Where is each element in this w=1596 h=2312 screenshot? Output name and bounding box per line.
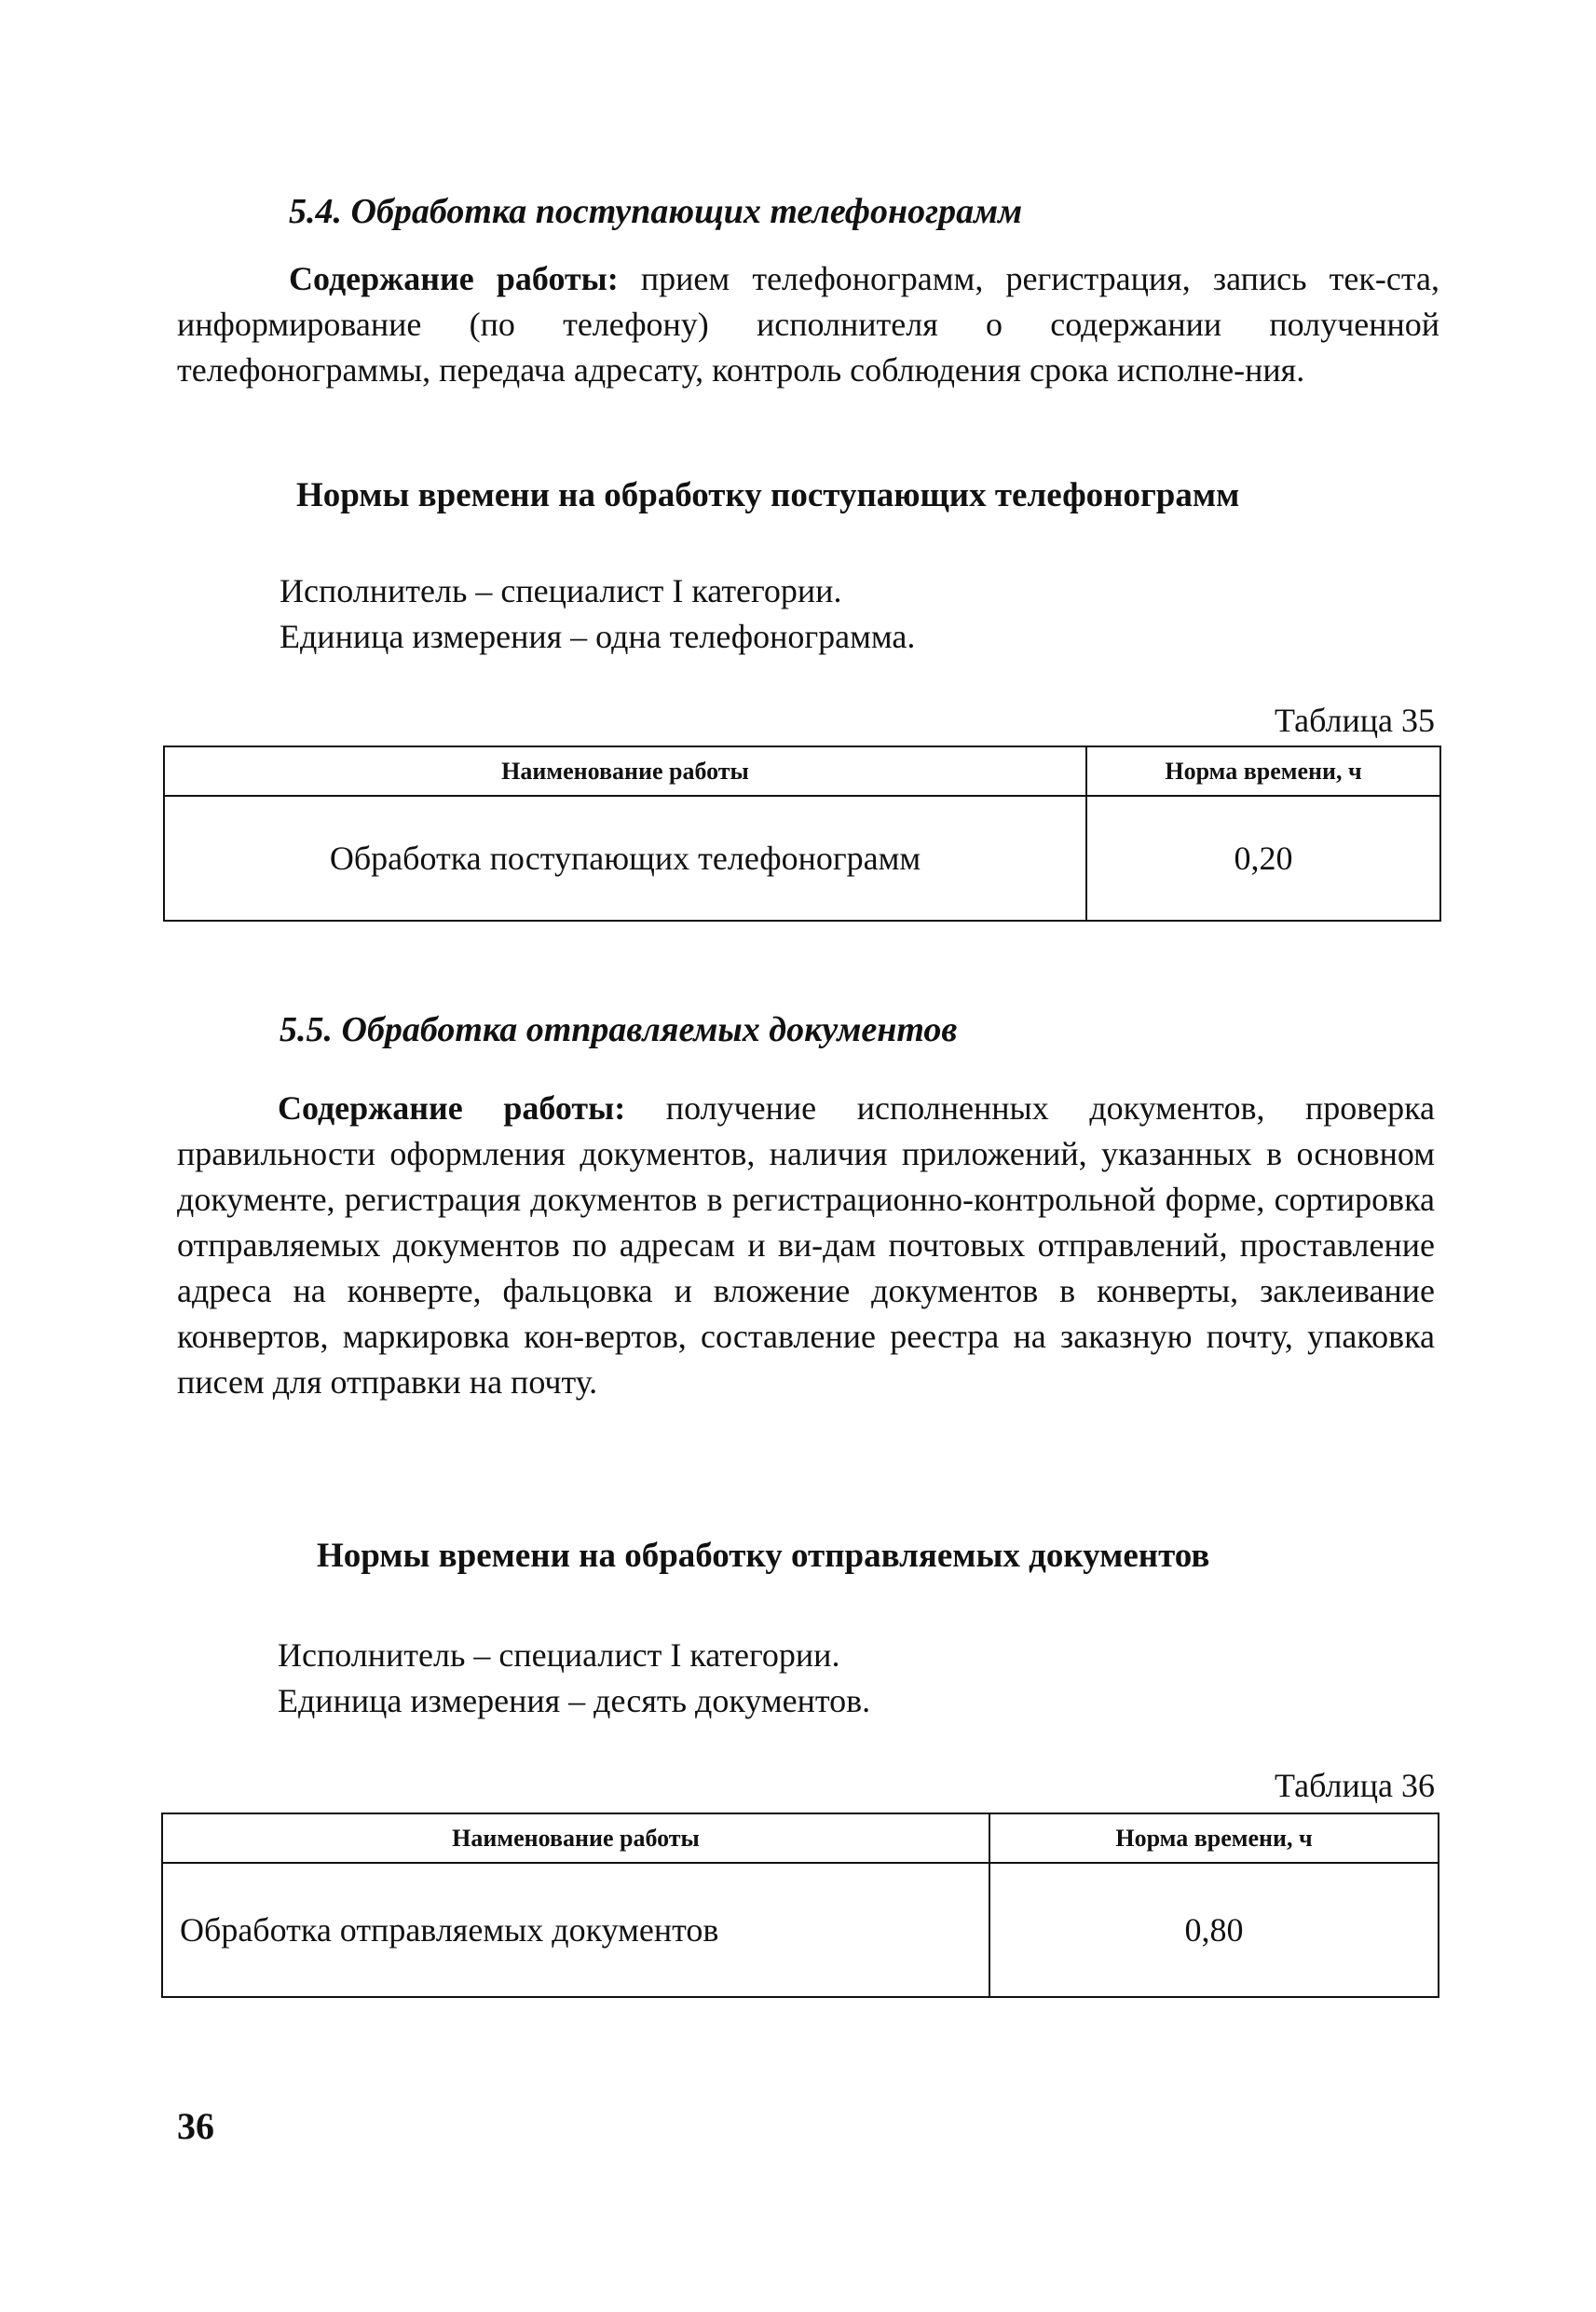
section-5-4-content xyxy=(177,256,1439,393)
table-35 xyxy=(163,746,1441,922)
work-name-cell: Обработка отправляемых документов xyxy=(162,1863,989,1997)
section-5-4-title: 5.4. Обработка поступающих телефонограмм xyxy=(289,192,1023,231)
table-header-row xyxy=(164,746,1440,796)
section-5-5-unit: Единица измерения – десять документов. xyxy=(278,1682,871,1719)
section-5-5-content xyxy=(177,1086,1435,1405)
column-header-norm: Норма времени, ч xyxy=(1086,746,1440,796)
table-36 xyxy=(161,1813,1439,1998)
time-norm-cell: 0,20 xyxy=(1086,796,1440,921)
section-5-4-norms-title: Нормы времени на обработку поступающих телефонограмм xyxy=(296,476,1240,514)
section-5-4-unit: Единица измерения – одна телефонограмма. xyxy=(280,618,916,655)
section-5-5-norms-title: Нормы времени на обработку отправляемых документов xyxy=(317,1537,1210,1575)
section-5-5-performer: Исполнитель – специалист I категории. xyxy=(278,1636,840,1674)
table-35-caption: Таблица 35 xyxy=(1275,702,1435,739)
section-5-5-title: 5.5. Обработка отправляемых документов xyxy=(280,1010,958,1049)
section-5-4-performer: Исполнитель – специалист I категории. xyxy=(280,572,842,609)
time-norm-cell: 0,80 xyxy=(989,1863,1439,1997)
column-header-work: Наименование работы xyxy=(164,746,1086,796)
table-36-caption: Таблица 36 xyxy=(1275,1767,1435,1804)
table-row xyxy=(164,796,1440,921)
table-row xyxy=(162,1863,1439,1997)
content-text: прием телефонограмм, регистрация, запись тек-ста, информирование (по телефону) исполнителя о содержании полученной телефонограммы, передача адресату, контроль соблюдения срока исполне-ния. xyxy=(177,260,1440,389)
column-header-norm: Норма времени, ч xyxy=(989,1813,1439,1863)
content-label: Содержание работы: xyxy=(278,1089,626,1127)
table-header-row xyxy=(162,1813,1439,1863)
column-header-work: Наименование работы xyxy=(162,1813,989,1863)
work-name-cell: Обработка поступающих телефонограмм xyxy=(164,796,1086,921)
page-number: 36 xyxy=(177,2105,214,2147)
content-text: получение исполненных документов, проверка правильности оформления документов, наличия приложений, указанных в основном документе, регистрация документов в регистрационно-контрольной форме, сортировка отправляемых документов по адресам и ви-дам почтовых отправлений, проставление адреса на конверте, фальцовка и вложение документов в конверты, заклеивание конвертов, маркировка кон-вертов, составление реестра на заказную почту, упаковка писем для отправки на почту. xyxy=(177,1089,1435,1401)
content-label: Содержание работы: xyxy=(289,260,619,297)
